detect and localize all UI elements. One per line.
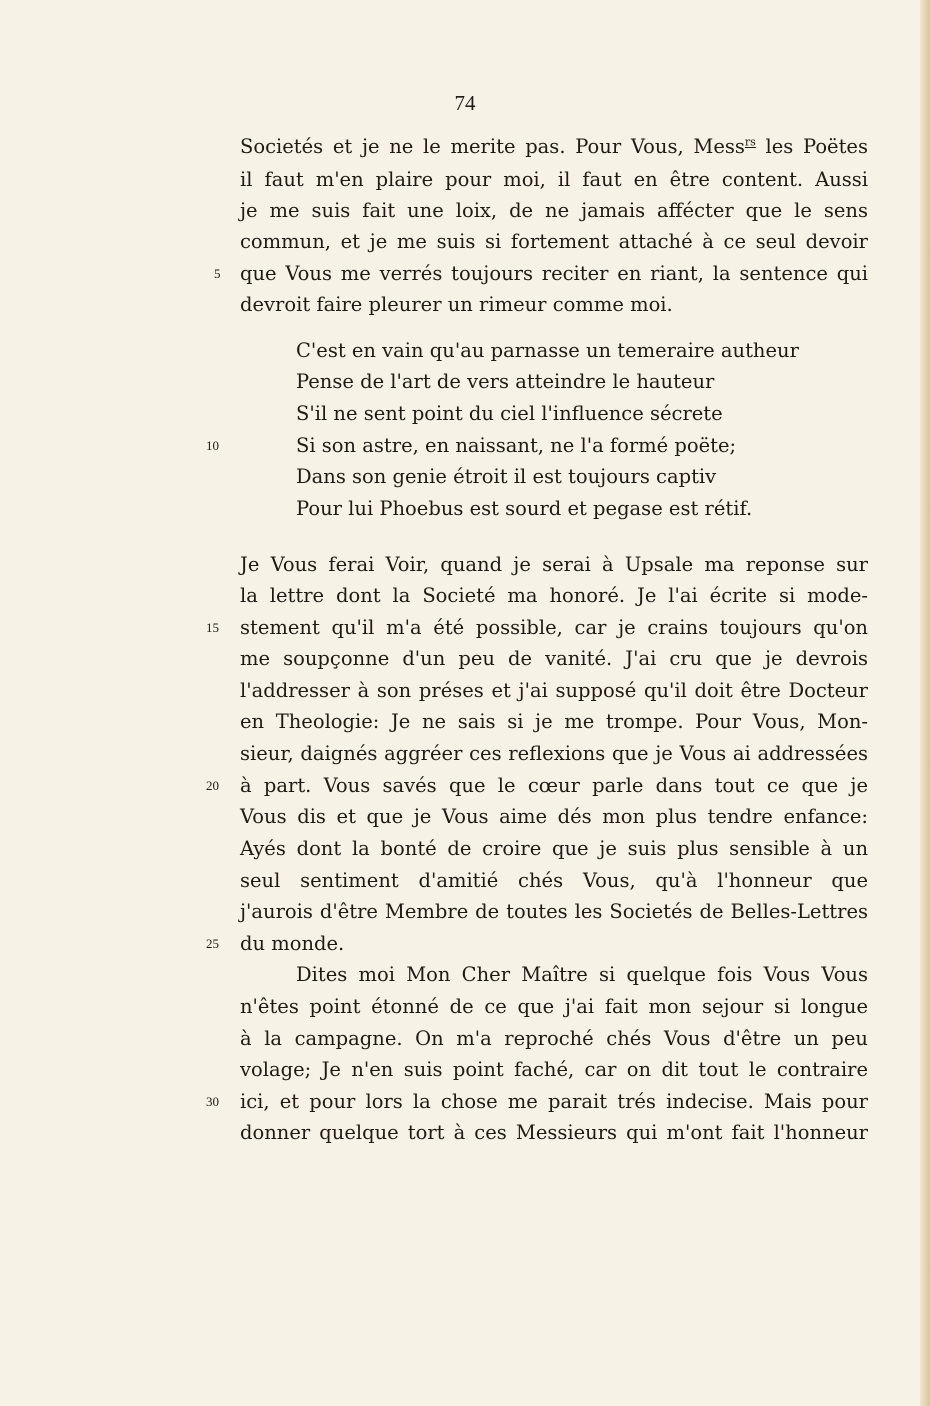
text-line: n'êtes point étonné de ce que j'ai fait mon sejour si longue	[240, 995, 868, 1018]
verse-line: Pour lui Phoebus est sourd et pegase est rétif.	[296, 497, 753, 520]
page-number: 74	[454, 91, 476, 115]
text-line: en Theologie: Je ne sais si je me trompe. Pour Vous, Mon-	[240, 710, 868, 733]
text-line: ici, et pour lors la chose me parait trés indecise. Mais pour	[240, 1090, 868, 1113]
text-segment: Societés et je ne le merite pas. Pour Vous, Mess	[240, 135, 745, 158]
verse-line: Si son astre, en naissant, ne l'a formé poëte;	[296, 434, 737, 457]
line-number: 15	[206, 620, 219, 635]
text-line: Dites moi Mon Cher Maître si quelque fois Vous Vous	[296, 963, 868, 986]
text-line: Ayés dont la bonté de croire que je suis plus sensible à un	[240, 837, 868, 860]
text-line: me soupçonne d'un peu de vanité. J'ai cru que je devrois	[240, 647, 868, 670]
text-line: du monde.	[240, 932, 345, 955]
text-line: devroit faire pleurer un rimeur comme moi.	[240, 293, 673, 316]
text-line: à la campagne. On m'a reproché chés Vous d'être un peu	[240, 1027, 868, 1050]
text-line: j'aurois d'être Membre de toutes les Societés de Belles-Lettres	[240, 900, 868, 923]
verse-line: S'il ne sent point du ciel l'influence sécrete	[296, 402, 723, 425]
text-line: que Vous me verrés toujours reciter en riant, la sentence qui	[240, 262, 868, 285]
verse-line: Dans son genie étroit il est toujours captiv	[296, 465, 717, 488]
verse-line: Pense de l'art de vers atteindre le hauteur	[296, 370, 715, 393]
verse-line: C'est en vain qu'au parnasse un temeraire autheur	[296, 339, 799, 362]
text-line: il faut m'en plaire pour moi, il faut en être content. Aussi	[240, 168, 868, 191]
text-line: à part. Vous savés que le cœur parle dans tout ce que je	[240, 774, 868, 797]
text-line: stement qu'il m'a été possible, car je crains toujours qu'on	[240, 616, 868, 639]
text-line: sieur, daignés aggréer ces reflexions que je Vous ai addressées	[240, 742, 868, 765]
text-line: commun, et je me suis si fortement attaché à ce seul devoir	[240, 230, 868, 253]
text-line: donner quelque tort à ces Messieurs qui m'ont fait l'honneur	[240, 1121, 868, 1144]
superscript-abbreviation: rs	[744, 135, 756, 149]
text-line	[240, 131, 868, 162]
text-line: seul sentiment d'amitié chés Vous, qu'à l'honneur que	[240, 869, 868, 892]
line-number: 5	[214, 266, 221, 281]
line-number: 10	[206, 438, 219, 453]
line-number: 20	[206, 778, 219, 793]
text-line: la lettre dont la Societé ma honoré. Je l'ai écrite si mode-	[240, 584, 868, 607]
page-edge	[920, 0, 930, 1406]
line-number: 30	[206, 1094, 219, 1109]
text-line: volage; Je n'en suis point faché, car on dit tout le contraire	[240, 1058, 868, 1081]
text-line: l'addresser à son préses et j'ai supposé qu'il doit être Docteur	[240, 679, 868, 702]
text-line: Vous dis et que je Vous aime dés mon plus tendre enfance:	[240, 805, 868, 828]
text-line: Je Vous ferai Voir, quand je serai à Upsale ma reponse sur	[240, 553, 868, 576]
line-number: 25	[206, 936, 219, 951]
text-line: je me suis fait une loix, de ne jamais affécter que le sens	[240, 199, 868, 222]
text-segment: les Poëtes	[755, 135, 868, 158]
